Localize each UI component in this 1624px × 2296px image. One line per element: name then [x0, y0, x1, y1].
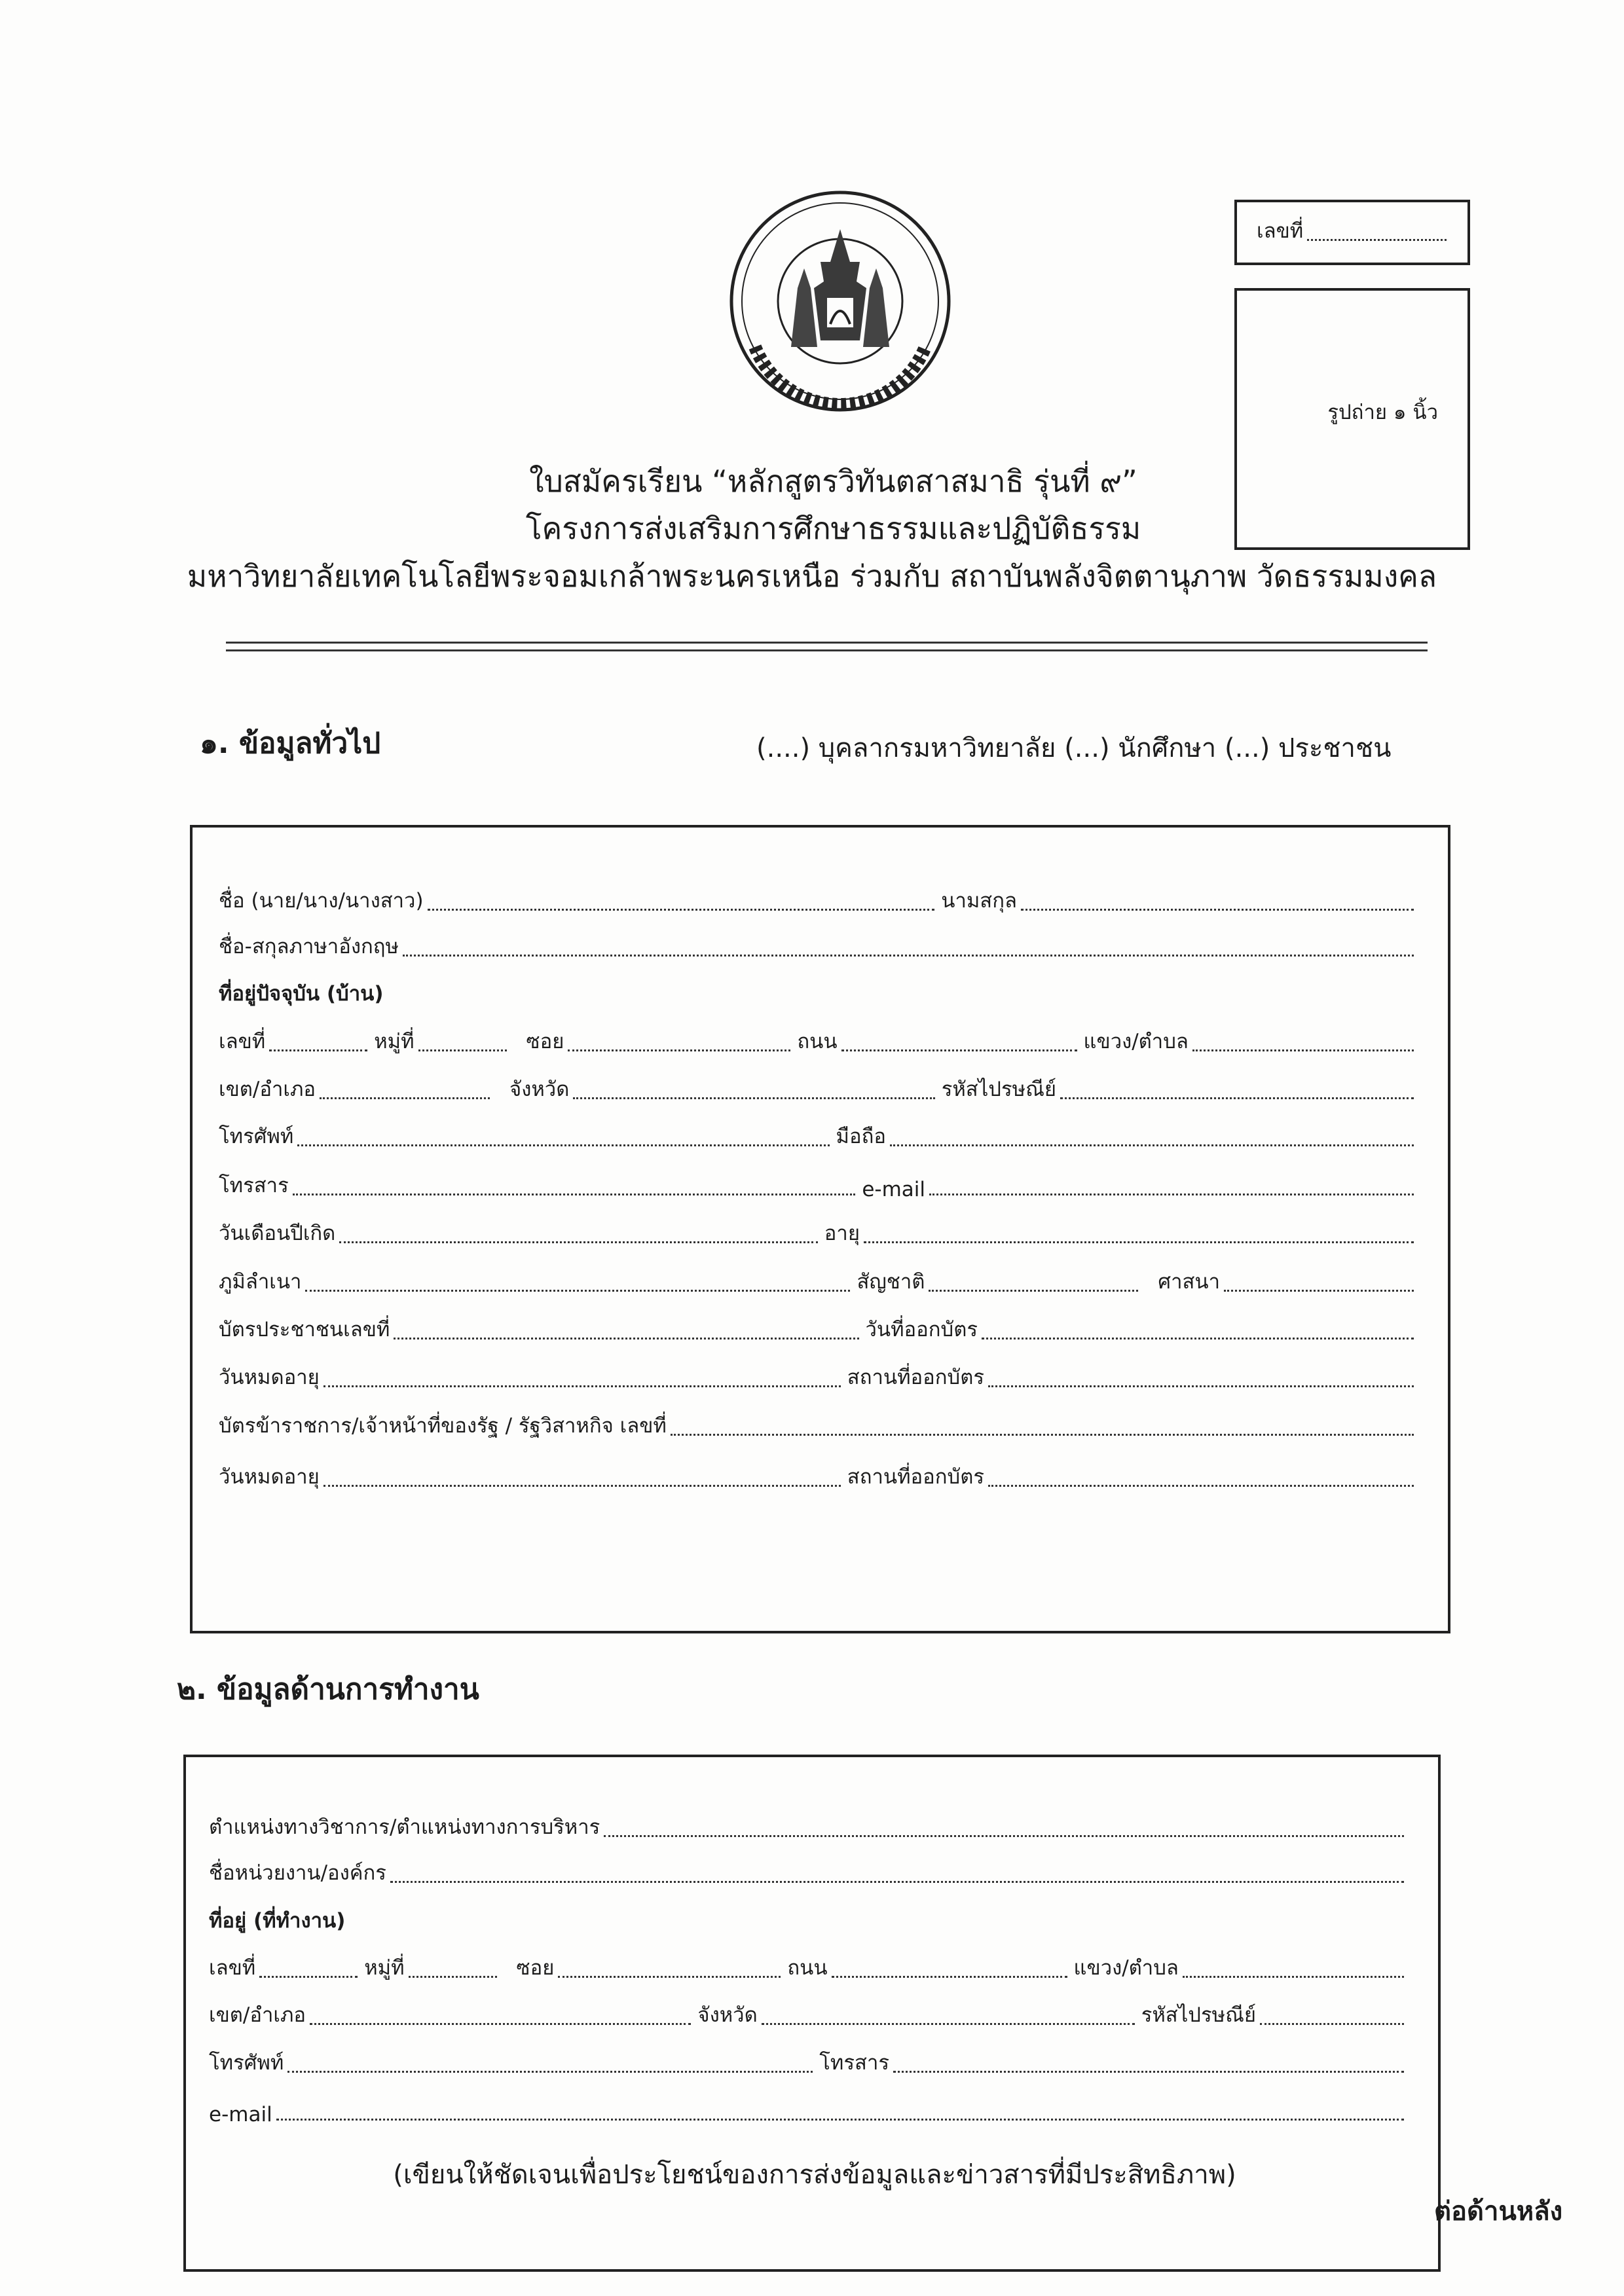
- continue-overleaf-label: ต่อด้านหลัง: [1434, 2196, 1563, 2227]
- gov-card-label: บัตรข้าราชการ/เจ้าหน้าที่ของรัฐ / รัฐวิสาหกิจ เลขที่: [219, 1414, 667, 1438]
- gov-card-input[interactable]: [671, 1434, 1414, 1436]
- issue-place-2-input[interactable]: [988, 1485, 1414, 1487]
- fax-label: โทรสาร: [219, 1174, 289, 1197]
- position-label: ตำแหน่งทางวิชาการ/ตำแหน่งทางการบริหาร: [209, 1815, 600, 1839]
- road-input[interactable]: [841, 1049, 1077, 1051]
- age-input[interactable]: [864, 1241, 1414, 1243]
- postcode-label: รหัสไปรษณีย์: [941, 1078, 1056, 1101]
- email-input[interactable]: [929, 1194, 1414, 1195]
- work-email-label: e-mail: [209, 2103, 272, 2126]
- hometown-label: ภูมิลำเนา: [219, 1270, 302, 1294]
- id-card-label: บัตรประชาชนเลขที่: [219, 1318, 390, 1341]
- work-moo-input[interactable]: [409, 1976, 497, 1978]
- work-road-label: ถนน: [787, 1956, 828, 1980]
- name-input[interactable]: [428, 909, 935, 911]
- general-info-box: [190, 825, 1450, 1633]
- moo-input[interactable]: [418, 1049, 507, 1051]
- work-fax-label: โทรสาร: [819, 2051, 889, 2075]
- work-district-input[interactable]: [310, 2023, 691, 2025]
- mobile-label: มือถือ: [836, 1125, 886, 1148]
- work-phone-label: โทรศัพท์: [209, 2051, 284, 2075]
- org-input[interactable]: [390, 1881, 1404, 1883]
- work-postcode-input[interactable]: [1260, 2023, 1404, 2025]
- email-label: e-mail: [862, 1178, 925, 1201]
- clarity-note: (เขียนให้ชัดเจนเพื่อประโยชน์ของการส่งข้อมูลและข่าวสารที่มีประสิทธิภาพ): [393, 2160, 1236, 2190]
- work-road-input[interactable]: [832, 1976, 1067, 1978]
- expiry-label: วันหมดอายุ: [219, 1366, 320, 1389]
- fax-input[interactable]: [293, 1194, 856, 1195]
- work-address-heading: ที่อยู่ (ที่ทำงาน): [209, 1909, 346, 1933]
- hometown-input[interactable]: [305, 1290, 850, 1292]
- name-label: ชื่อ (นาย/นาง/นางสาว): [219, 889, 424, 913]
- province-input[interactable]: [573, 1097, 934, 1099]
- soi-label: ซอย: [526, 1030, 564, 1053]
- work-email-input[interactable]: [276, 2119, 1404, 2121]
- soi-input[interactable]: [568, 1049, 790, 1051]
- work-info-box: [183, 1755, 1441, 2272]
- work-subdistrict-input[interactable]: [1183, 1976, 1404, 1978]
- title-line-3: มหาวิทยาลัยเทคโนโลยีพระจอมเกล้าพระนครเหนือ ร่วมกับ สถาบันพลังจิตตานุภาพ วัดธรรมมงคล: [187, 558, 1437, 594]
- work-moo-label: หมู่ที่: [364, 1956, 405, 1980]
- issue-date-label: วันที่ออกบัตร: [865, 1318, 978, 1341]
- id-card-input[interactable]: [394, 1338, 858, 1339]
- issue-place-label: สถานที่ออกบัตร: [847, 1366, 984, 1389]
- subdistrict-label: แขวง/ตำบล: [1083, 1030, 1189, 1053]
- work-subdistrict-label: แขวง/ตำบล: [1073, 1956, 1179, 1980]
- section-1-heading: ๑. ข้อมูลทั่วไป: [200, 727, 381, 760]
- university-seal-icon: [729, 190, 951, 412]
- position-input[interactable]: [604, 1835, 1404, 1837]
- religion-input[interactable]: [1224, 1290, 1414, 1292]
- issue-date-input[interactable]: [982, 1338, 1414, 1339]
- number-input[interactable]: [1307, 239, 1447, 241]
- title-divider-2: [226, 649, 1428, 651]
- nationality-label: สัญชาติ: [857, 1270, 925, 1294]
- subdistrict-input[interactable]: [1192, 1049, 1414, 1051]
- work-house-no-label: เลขที่: [209, 1956, 256, 1980]
- age-label: อายุ: [824, 1222, 860, 1245]
- phone-label: โทรศัพท์: [219, 1125, 294, 1148]
- expiry-input[interactable]: [323, 1385, 841, 1387]
- surname-label: นามสกุล: [941, 889, 1017, 913]
- expiry-2-label: วันหมดอายุ: [219, 1465, 320, 1489]
- mobile-input[interactable]: [890, 1144, 1414, 1146]
- religion-label: ศาสนา: [1158, 1270, 1220, 1294]
- house-no-input[interactable]: [269, 1049, 367, 1051]
- photo-label: รูปถ่าย ๑ นิ้ว: [1327, 401, 1438, 424]
- work-phone-input[interactable]: [287, 2071, 813, 2073]
- applicant-type-options[interactable]: (....) บุคลากรมหาวิทยาลัย (...) นักศึกษา (...) ประชาชน: [756, 733, 1392, 763]
- surname-input[interactable]: [1021, 909, 1414, 911]
- work-district-label: เขต/อำเภอ: [209, 2003, 306, 2027]
- house-no-label: เลขที่: [219, 1030, 266, 1053]
- title-divider: [226, 642, 1428, 644]
- road-label: ถนน: [797, 1030, 838, 1053]
- title-line-1: ใบสมัครเรียน “หลักสูตรวิทันตสาสมาธิ รุ่นที่ ๙”: [529, 464, 1137, 499]
- work-province-input[interactable]: [762, 2023, 1135, 2025]
- issue-place-input[interactable]: [988, 1385, 1414, 1387]
- number-label: เลขที่: [1257, 219, 1304, 243]
- title-line-2: โครงการส่งเสริมการศึกษาธรรมและปฏิบัติธรรม: [525, 511, 1141, 546]
- work-postcode-label: รหัสไปรษณีย์: [1141, 2003, 1256, 2027]
- name-en-input[interactable]: [403, 955, 1414, 957]
- postcode-input[interactable]: [1060, 1097, 1414, 1099]
- issue-place-2-label: สถานที่ออกบัตร: [847, 1465, 984, 1489]
- work-house-no-input[interactable]: [259, 1976, 358, 1978]
- number-box: [1234, 200, 1470, 265]
- work-soi-input[interactable]: [558, 1976, 781, 1978]
- moo-label: หมู่ที่: [374, 1030, 415, 1053]
- org-label: ชื่อหน่วยงาน/องค์กร: [209, 1861, 386, 1885]
- birthdate-label: วันเดือนปีเกิด: [219, 1222, 336, 1245]
- work-province-label: จังหวัด: [697, 2003, 758, 2027]
- section-2-heading: ๒. ข้อมูลด้านการทำงาน: [177, 1673, 479, 1706]
- birthdate-input[interactable]: [339, 1241, 817, 1243]
- work-fax-input[interactable]: [893, 2071, 1404, 2073]
- expiry-2-input[interactable]: [323, 1485, 841, 1487]
- work-soi-label: ซอย: [516, 1956, 555, 1980]
- district-label: เขต/อำเภอ: [219, 1078, 316, 1101]
- home-address-heading: ที่อยู่ปัจจุบัน (บ้าน): [219, 982, 384, 1006]
- province-label: จังหวัด: [509, 1078, 570, 1101]
- phone-input[interactable]: [297, 1144, 829, 1146]
- district-input[interactable]: [320, 1097, 490, 1099]
- name-en-label: ชื่อ-สกุลภาษาอังกฤษ: [219, 935, 399, 958]
- nationality-input[interactable]: [929, 1290, 1138, 1292]
